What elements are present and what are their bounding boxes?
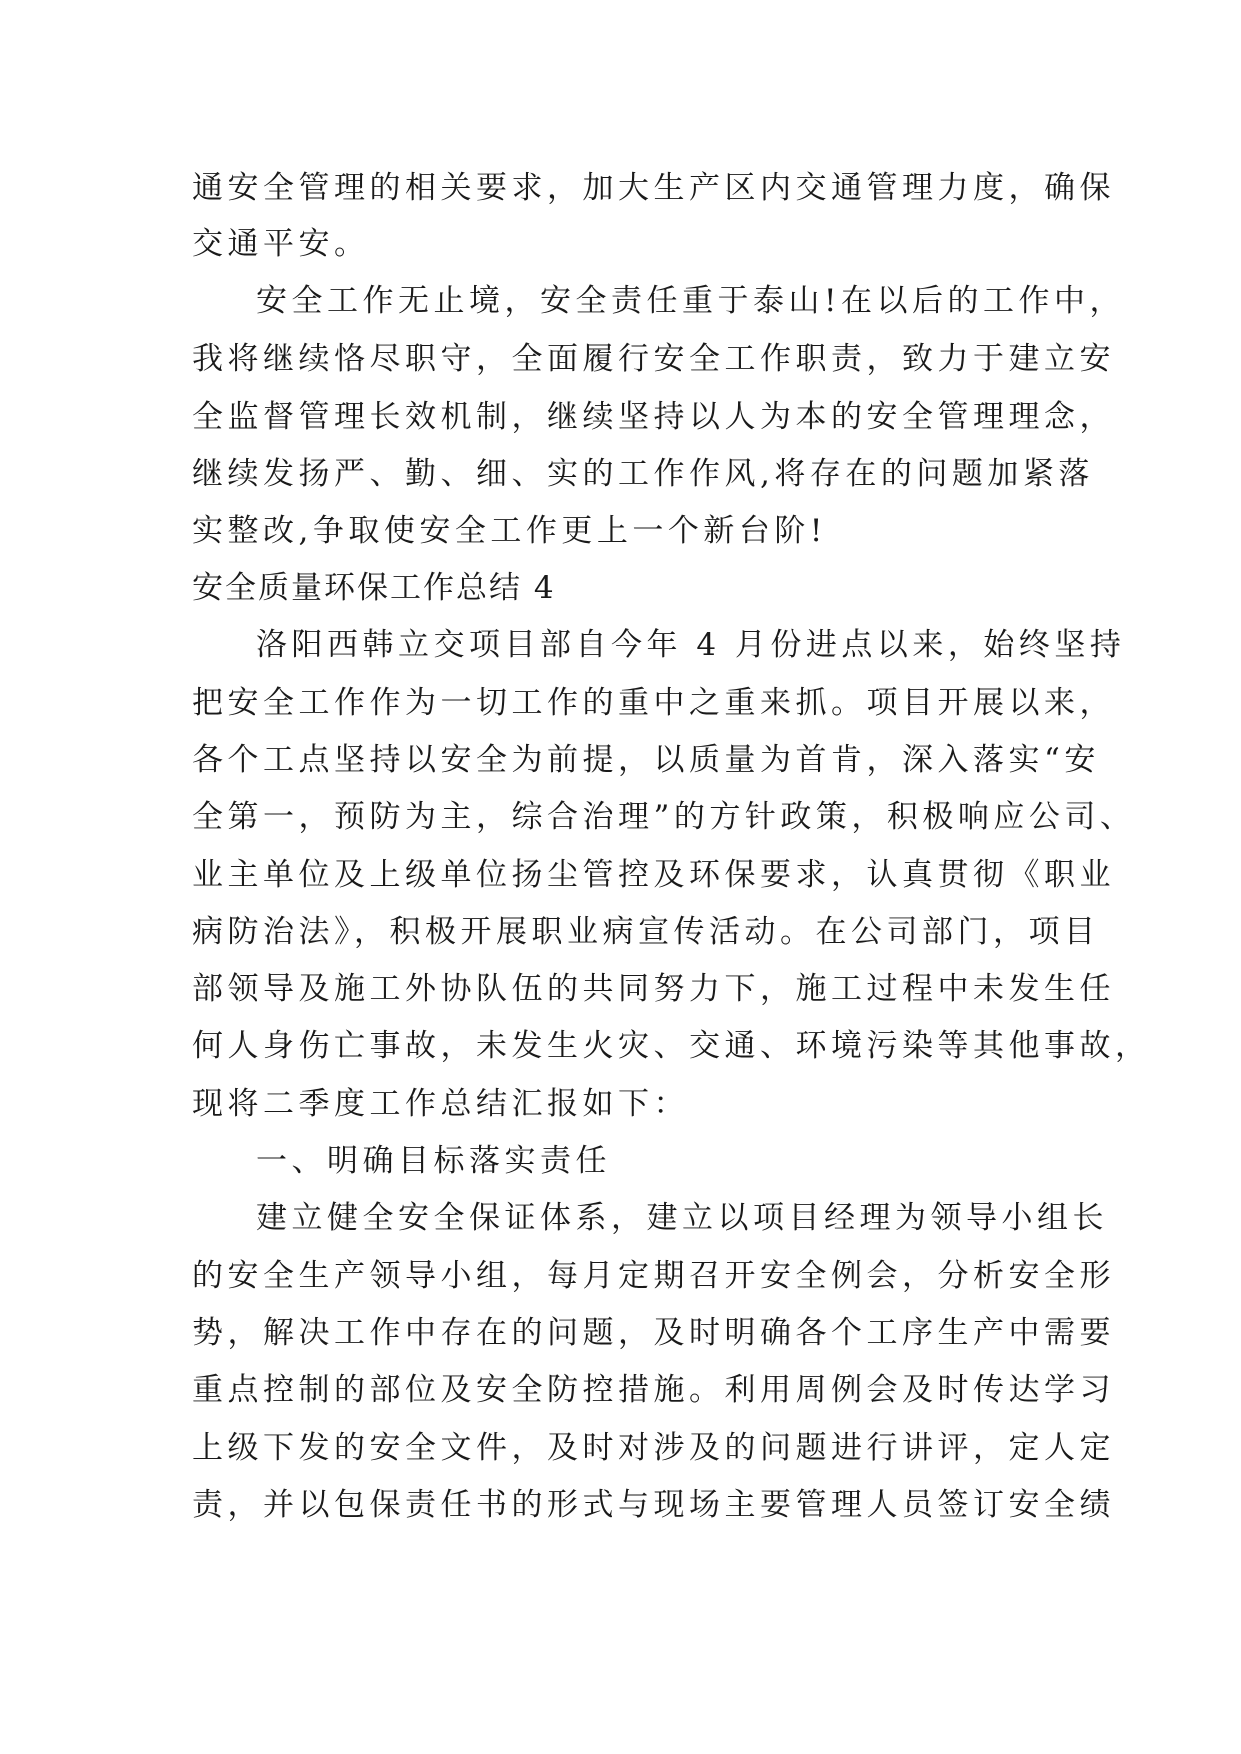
section-heading: 安全质量环保工作总结 4	[192, 570, 556, 606]
subsection-heading: 一、明确目标落实责任	[256, 1143, 611, 1179]
text-line: 全监督管理长效机制，继续坚持以人为本的安全管理理念，	[192, 399, 1115, 435]
text-line: 重点控制的部位及安全防控措施。利用周例会及时传达学习	[192, 1372, 1115, 1408]
text-line: 通安全管理的相关要求，加大生产区内交通管理力度，确保	[192, 170, 1115, 206]
text-line: 把安全工作作为一切工作的重中之重来抓。项目开展以来，	[192, 685, 1115, 721]
text-line: 各个工点坚持以安全为前提，以质量为首肯，深入落实“安	[192, 742, 1100, 778]
paragraph-first-line: 安全工作无止境，安全责任重于泰山!在以后的工作中，	[256, 283, 1125, 319]
text-line: 我将继续恪尽职守，全面履行安全工作职责，致力于建立安	[192, 341, 1115, 377]
text-line: 病防治法》，积极开展职业病宣传活动。在公司部门，项目	[192, 914, 1100, 950]
text-line: 业主单位及上级单位扬尘管控及环保要求，认真贯彻《职业	[192, 857, 1115, 893]
text-line: 的安全生产领导小组，每月定期召开安全例会，分析安全形	[192, 1258, 1115, 1294]
text-line: 实整改,争取使安全工作更上一个新台阶!	[192, 513, 827, 549]
text-line: 现将二季度工作总结汇报如下：	[192, 1086, 689, 1122]
text-line: 势，解决工作中存在的问题，及时明确各个工序生产中需要	[192, 1315, 1115, 1351]
paragraph-first-line: 洛阳西韩立交项目部自今年 4 月份进点以来，始终坚持	[256, 627, 1126, 663]
text-line: 责，并以包保责任书的形式与现场主要管理人员签订安全绩	[192, 1487, 1115, 1523]
paragraph-first-line: 建立健全安全保证体系，建立以项目经理为领导小组长	[256, 1200, 1108, 1236]
text-line: 交通平安。	[192, 226, 370, 262]
text-line: 继续发扬严、勤、细、实的工作作风,将存在的问题加紧落	[192, 456, 1094, 492]
text-line: 何人身伤亡事故，未发生火灾、交通、环境污染等其他事故，	[192, 1028, 1151, 1064]
text-line: 部领导及施工外协队伍的共同努力下，施工过程中未发生任	[192, 971, 1115, 1007]
text-line: 全第一，预防为主，综合治理”的方针政策，积极响应公司、	[192, 799, 1136, 835]
text-line: 上级下发的安全文件，及时对涉及的问题进行讲评，定人定	[192, 1430, 1115, 1466]
